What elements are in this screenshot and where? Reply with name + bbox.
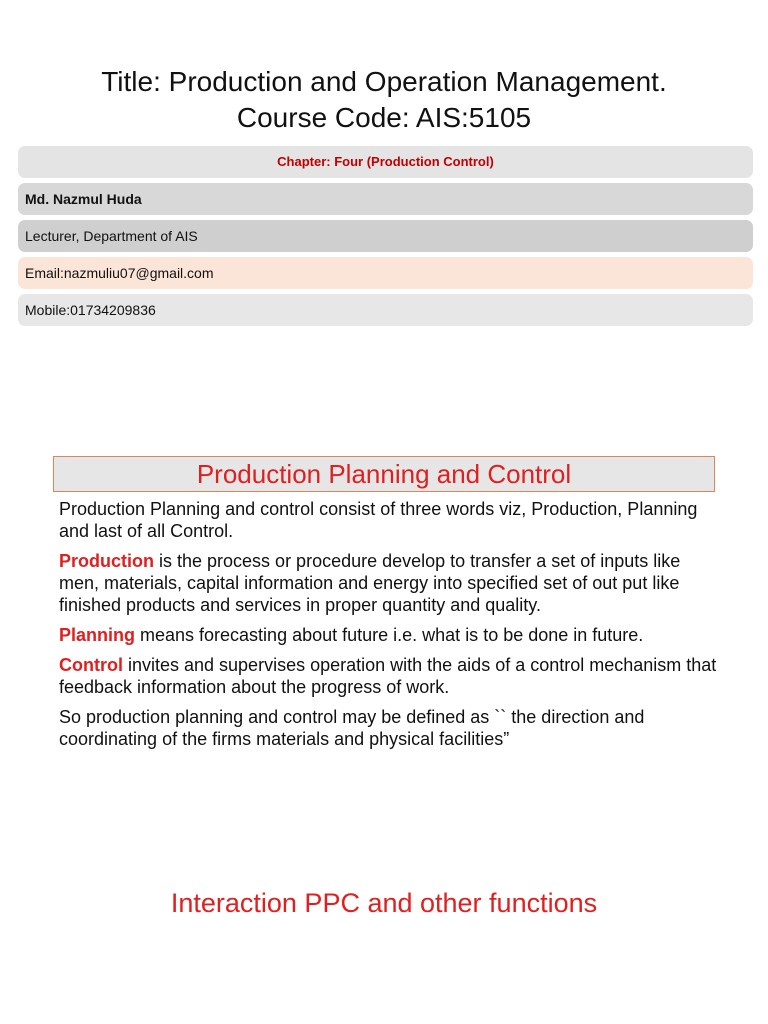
section-body (59, 498, 719, 758)
planning-term: Planning (59, 625, 135, 645)
production-paragraph (59, 550, 719, 616)
production-term: Production (59, 551, 154, 571)
control-term: Control (59, 655, 123, 675)
intro-paragraph: Production Planning and control consist of three words viz, Production, Planning and last of all Control. (59, 499, 698, 541)
chapter-bar: Chapter: Four (Production Control) (18, 146, 753, 178)
author-name-bar: Md. Nazmul Huda (18, 183, 753, 215)
production-definition: is the process or procedure develop to transfer a set of inputs like men, materials, capital information and energy into specified set of out put like finished products and services in proper quantity and quality. (59, 551, 681, 615)
author-role-bar: Lecturer, Department of AIS (18, 220, 753, 252)
course-code-label: Course Code: (236, 102, 416, 133)
course-code-value: AIS:5105 (415, 102, 532, 133)
bottom-heading: Interaction PPC and other functions (170, 888, 598, 918)
author-mobile-bar: Mobile:01734209836 (18, 294, 753, 326)
control-definition: invites and supervises operation with the aids of a control mechanism that feedback information about the progress of work. (59, 655, 717, 697)
control-paragraph (59, 654, 719, 698)
document-title: Title: Production and Operation Management. (101, 66, 667, 97)
planning-definition: means forecasting about future i.e. what is to be done in future. (135, 625, 644, 645)
course-code (0, 102, 768, 134)
definition-paragraph: So production planning and control may be defined as `` the direction and coordinating of the firms materials and physical facilities” (59, 707, 645, 749)
author-email-bar: Email:nazmuliu07@gmail.com (18, 257, 753, 289)
section-title: Production Planning and Control (53, 456, 715, 492)
planning-paragraph (59, 624, 719, 646)
